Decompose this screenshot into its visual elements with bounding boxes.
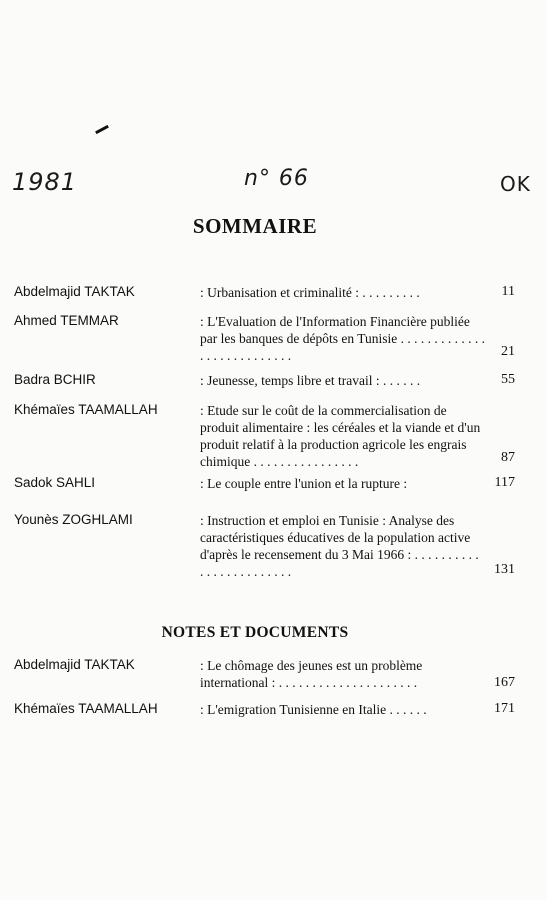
toc-author: Sadok SAHLI: [14, 475, 96, 490]
toc-page-number: 171: [494, 701, 515, 716]
toc-title: : L'Evaluation de l'Information Financière publiée par les banques de dépôts en Tunisie . . . . . . . . . . . . . . . . . . . . . . . . . . .: [200, 314, 485, 363]
toc-page-number: 167: [494, 675, 515, 690]
toc-page-number: 11: [501, 284, 515, 299]
toc-title: : Etude sur le coût de la commercialisation de produit alimentaire : les céréales et la viande et d'un produit relatif à la production agricole les engrais chimique . . . . . . . . . . . . . . . .: [200, 403, 481, 469]
toc-title: : Instruction et emploi en Tunisie : Analyse des caractéristiques éducatives de la population active d'après le recensement du 3 Mai 1966 : . . . . . . . . . . . . . . . . . . . . . . . .: [200, 513, 479, 579]
toc-page-number: 87: [501, 450, 515, 465]
toc-page-number: 21: [501, 344, 515, 359]
toc-title: : Jeunesse, temps libre et travail : . . . . . .: [200, 373, 421, 388]
toc-title: : Le couple entre l'union et la rupture :: [200, 476, 408, 491]
toc-title: : Le chômage des jeunes est un problème international : . . . . . . . . . . . . . . . . . . . . .: [200, 658, 423, 690]
toc-page-number: 117: [494, 475, 515, 490]
notes-documents-heading: NOTES ET DOCUMENTS: [161, 624, 349, 641]
sommaire-heading: SOMMAIRE: [192, 214, 318, 238]
toc-title: : L'emigration Tunisienne en Italie . . . . . .: [200, 702, 427, 717]
toc-author: Abdelmajid TAKTAK: [14, 284, 135, 299]
toc-author: Khémaïes TAAMALLAH: [14, 402, 158, 417]
handwritten-issue-number: n° 66: [244, 166, 309, 191]
handwritten-year: 1981: [12, 168, 78, 196]
handwritten-ok-mark: OK: [500, 172, 531, 196]
toc-author: Abdelmajid TAKTAK: [14, 657, 135, 672]
pen-mark: [95, 125, 109, 134]
toc-title: : Urbanisation et criminalité : . . . . . . . . .: [200, 285, 420, 300]
toc-author: Younès ZOGHLAMI: [14, 512, 133, 527]
toc-author: Khémaïes TAAMALLAH: [14, 701, 158, 716]
toc-page-number: 131: [494, 562, 515, 577]
toc-page-number: 55: [501, 372, 515, 387]
toc-author: Ahmed TEMMAR: [14, 313, 119, 328]
toc-author: Badra BCHIR: [14, 372, 96, 387]
